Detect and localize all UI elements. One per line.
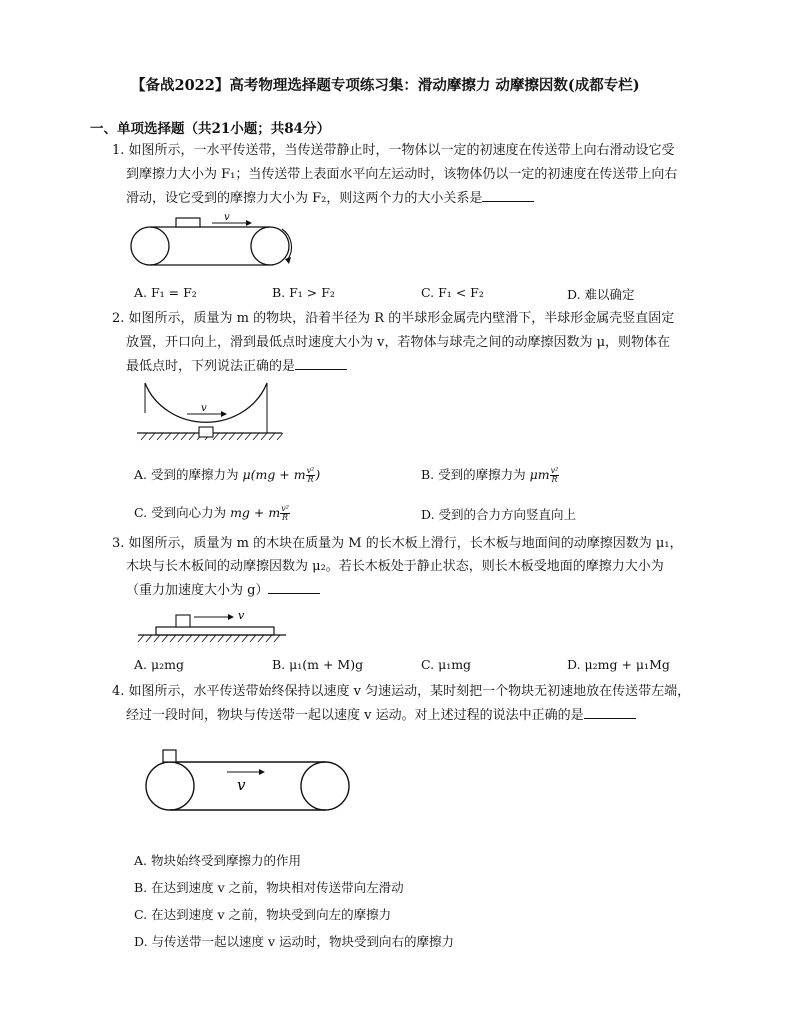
option-d[interactable]: D. 难以确定 xyxy=(567,287,635,302)
question-text-line: 最低点时，下列说法正确的是 xyxy=(126,359,296,374)
question-text-line: 如图所示，一水平传送带，当传送带静止时，一物体以一定的初速度在传送带上向右滑动设它受 xyxy=(128,143,675,158)
question-text-line: 滑动，设它受到的摩擦力大小为 F₂，则这两个力的大小关系是 xyxy=(126,191,483,206)
page-title: 【备战2022】高考物理选择题专项练习集：滑动摩擦力 动摩擦因数(成都专栏) xyxy=(131,77,640,94)
option-b[interactable]: B. F₁ > F₂ xyxy=(272,285,335,300)
question-text-line: 经过一段时间，物块与传送带一起以速度 v 运动。对上述过程的说法中正确的是 xyxy=(126,708,584,723)
conveyor-belt-figure xyxy=(128,212,298,275)
answer-blank xyxy=(584,706,636,719)
option-a[interactable]: A. μ₂mg xyxy=(134,657,184,672)
option-b[interactable]: B. μ₁(m + M)g xyxy=(272,657,364,672)
question-text-line: （重力加速度大小为 g） xyxy=(126,583,269,598)
option-c[interactable]: C. F₁ < F₂ xyxy=(421,285,484,300)
answer-blank xyxy=(268,581,320,594)
conveyor-belt-figure xyxy=(145,746,355,826)
option-a[interactable]: A. F₁ = F₂ xyxy=(134,285,197,300)
question-number: 3. xyxy=(112,536,125,551)
answer-blank xyxy=(295,357,347,370)
option-d[interactable]: D. μ₂mg + μ₁Mg xyxy=(567,657,670,672)
question-text-line: 放置，开口向上，滑到最低点时速度大小为 v，若物体与球壳之间的动摩擦因数为 μ，则物体在 xyxy=(126,335,671,350)
velocity-label: v xyxy=(224,212,230,223)
option-d[interactable]: D. 受到的合力方向竖直向上 xyxy=(421,507,577,522)
option-c[interactable]: C. μ₁mg xyxy=(421,657,472,672)
velocity-label: v xyxy=(237,776,246,794)
question-text-line: 到摩擦力大小为 F₁；当传送带上表面水平向左运动时，该物体仍以一定的初速度在传送带上向右 xyxy=(126,167,678,182)
section-heading: 一、单项选择题（共21小题；共84分） xyxy=(90,121,331,137)
question-number: 4. xyxy=(112,684,125,699)
velocity-label: v xyxy=(238,609,245,622)
option-a[interactable]: A. 受到的摩擦力为 μ(mg + m $\frac{\text{v²}}{R}$ ) xyxy=(134,466,321,484)
block-on-board-figure xyxy=(138,605,288,645)
hemispherical-shell-figure xyxy=(137,383,287,443)
question-text-line: 如图所示，质量为 m 的木块在质量为 M 的长木板上滑行，长木板与地面间的动摩擦因数为 μ₁， xyxy=(128,536,683,551)
question-number: 1. xyxy=(112,143,125,158)
question-number: 2. xyxy=(112,311,125,326)
option-b[interactable]: B. 受到的摩擦力为 μm $\frac{\text{v²}}{R}$ xyxy=(421,466,559,484)
option-a[interactable]: A. 物块始终受到摩擦力的作用 xyxy=(134,853,301,868)
velocity-label: v xyxy=(201,403,207,414)
question-text-line: 如图所示，质量为 m 的物块，沿着半径为 R 的半球形金属壳内壁滑下，半球形金属壳竖直固定 xyxy=(128,311,675,326)
option-d[interactable]: D. 与传送带一起以速度 v 运动时，物块受到向右的摩擦力 xyxy=(134,934,455,949)
question-text-line: 木块与长木板间的动摩擦因数为 μ₂。若长木板处于静止状态，则长木板受地面的摩擦力大小为 xyxy=(126,559,664,574)
option-b[interactable]: B. 在达到速度 v 之前，物块相对传送带向左滑动 xyxy=(134,880,404,895)
option-c[interactable]: C. 在达到速度 v 之前，物块受到向左的摩擦力 xyxy=(134,907,392,922)
option-c[interactable]: C. 受到向心力为 mg + m $\frac{\text{v²}}{R}$ xyxy=(134,504,289,522)
question-text-line: 如图所示，水平传送带始终保持以速度 v 匀速运动，某时刻把一个物块无初速地放在传送带左端， xyxy=(128,684,691,699)
answer-blank xyxy=(482,189,534,202)
